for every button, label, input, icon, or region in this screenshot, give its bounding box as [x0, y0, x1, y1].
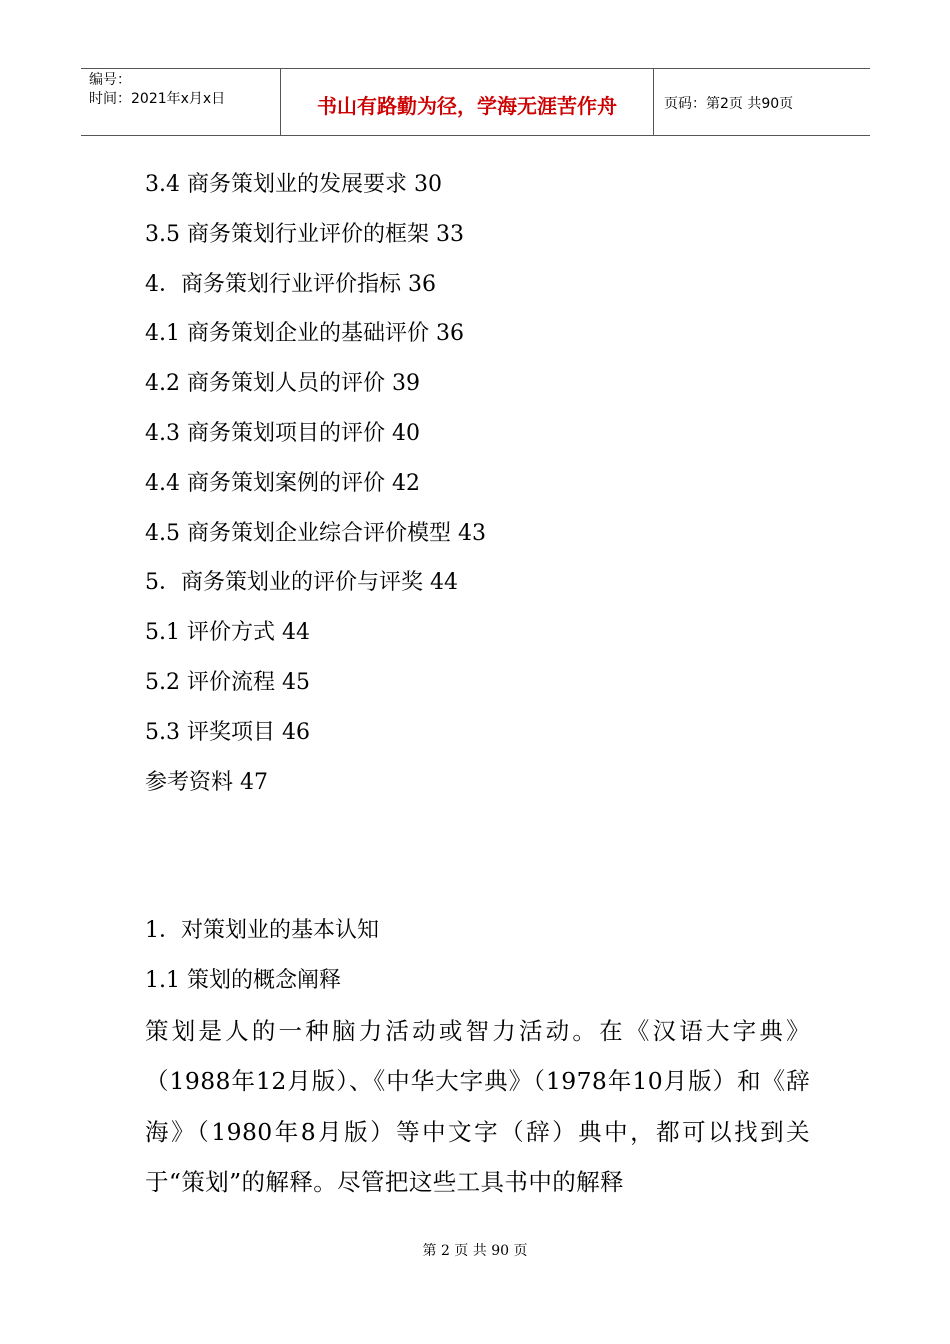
header-meta [81, 69, 281, 135]
toc-entry: 4.5 商务策划企业综合评价模型 43 [145, 520, 486, 546]
toc-entry: 3.5 商务策划行业评价的框架 33 [145, 221, 464, 247]
toc-entry: 5．商务策划业的评价与评奖 44 [145, 570, 458, 596]
toc-entry: 4．商务策划行业评价指标 36 [145, 271, 436, 297]
header-motto: 书山有路勤为径，学海无涯苦作舟 [281, 69, 654, 135]
toc-entry: 4.2 商务策划人员的评价 39 [145, 371, 420, 397]
toc-entry: 4.4 商务策划案例的评价 42 [145, 470, 420, 496]
header-page-info: 页码：第2页 共90页 [664, 96, 794, 112]
table-of-contents [145, 160, 486, 807]
toc-entry: 4.3 商务策划项目的评价 40 [145, 420, 420, 446]
toc-entry: 4.1 商务策划企业的基础评价 36 [145, 321, 464, 347]
number-label: 编号： [89, 72, 131, 88]
toc-entry: 5.3 评奖项目 46 [145, 719, 310, 745]
toc-entry: 参考资料 47 [145, 769, 268, 795]
toc-entry: 5.1 评价方式 44 [145, 620, 310, 646]
section-subheading: 1.1 策划的概念阐释 [145, 967, 341, 993]
time-label: 时间：2021年x月x日 [89, 91, 226, 107]
toc-entry: 5.2 评价流程 45 [145, 669, 310, 695]
toc-entry: 3.4 商务策划业的发展要求 30 [145, 172, 442, 197]
page-footer: 第 2 页 共 90 页 [422, 1243, 528, 1259]
body-paragraph: 策划是人的一种脑力活动或智力活动。在《汉语大字典》（1988年12月版）、《中华大字典》（1978年10月版）和《辞海》（1980年8月版）等中文字（辞）典中，都可以找到关于“策划”的解释。尽管把这些工具书中的解释 [145, 1016, 810, 1197]
section-body [145, 906, 810, 1208]
section-heading: 1．对策划业的基本认知 [145, 918, 379, 943]
page-header [81, 68, 870, 136]
